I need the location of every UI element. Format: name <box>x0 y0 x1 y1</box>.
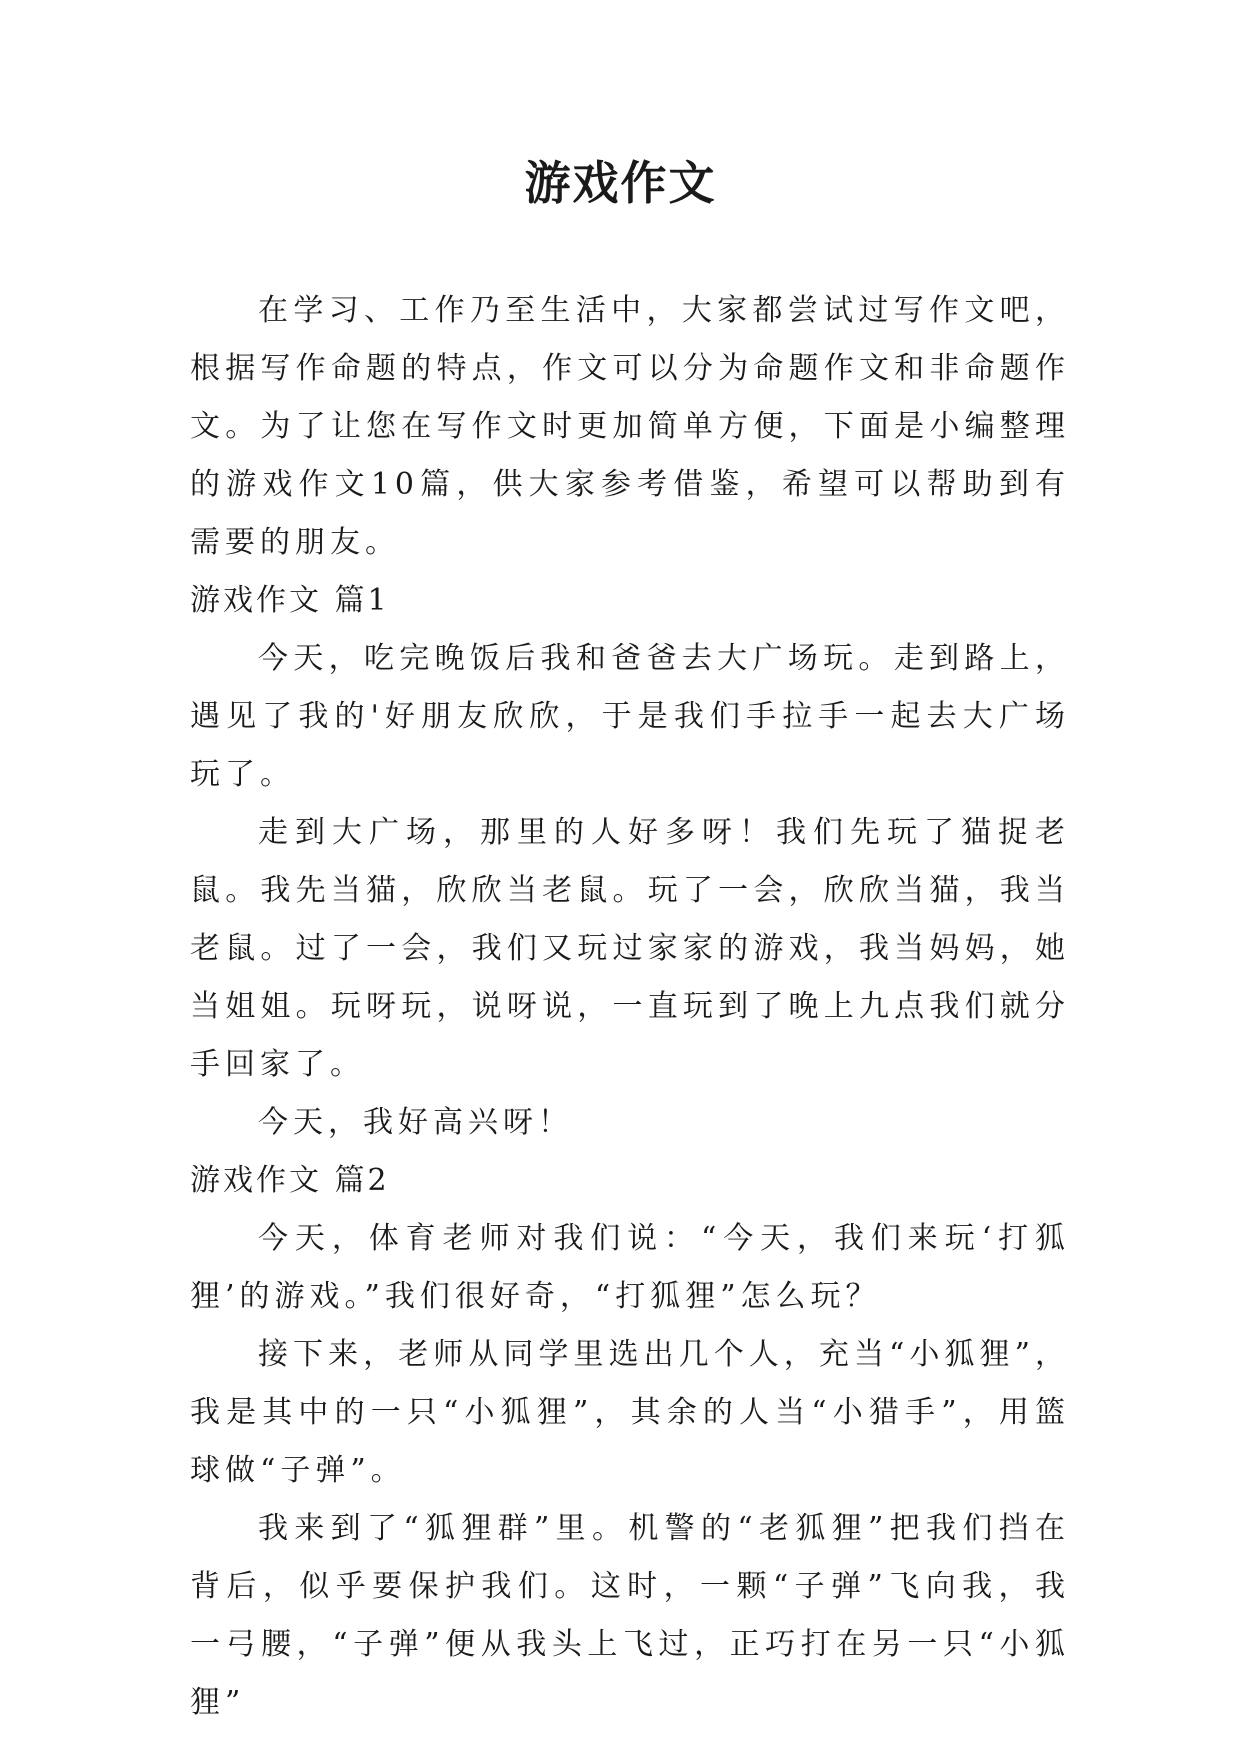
paragraph: 今天，我好高兴呀！ <box>258 1105 573 1140</box>
paragraph: 走到大广场，那里的人好多呀！我们先玩了猫捉老鼠。我先当猫，欣欣当老鼠。玩了一会，欣欣当猫，我当老鼠。过了一会，我们又玩过家家的游戏，我当妈妈，她当姐姐。玩呀玩，说呀说，一直玩到了晚上九点我们就分手回家了。 <box>190 815 1070 1082</box>
document-body <box>190 282 1070 1732</box>
document-title: 游戏作文 <box>524 156 717 210</box>
section-heading: 游戏作文 篇1 <box>190 583 390 618</box>
paragraph: 今天，吃完晚饭后我和爸爸去大广场玩。走到路上，遇见了我的'好朋友欣欣，于是我们手拉手一起去大广场玩了。 <box>190 641 1070 792</box>
intro-paragraph: 在学习、工作乃至生活中，大家都尝试过写作文吧，根据写作命题的特点，作文可以分为命题作文和非命题作文。为了让您在写作文时更加简单方便，下面是小编整理的游戏作文10篇，供大家参考借鉴，希望可以帮助到有需要的朋友。 <box>190 293 1070 560</box>
section-heading: 游戏作文 篇2 <box>190 1163 390 1198</box>
paragraph: 接下来，老师从同学里选出几个人，充当“小狐狸”，我是其中的一只“小狐狸”，其余的人当“小猎手”，用篮球做“子弹”。 <box>190 1337 1070 1488</box>
paragraph: 今天，体育老师对我们说：“今天，我们来玩‘打狐狸’的游戏。”我们很好奇，“打狐狸”怎么玩？ <box>190 1221 1070 1314</box>
paragraph: 我来到了“狐狸群”里。机警的“老狐狸”把我们挡在背后，似乎要保护我们。这时，一颗“子弹”飞向我，我一弓腰，“子弹”便从我头上飞过，正巧打在另一只“小狐狸” <box>190 1511 1070 1720</box>
